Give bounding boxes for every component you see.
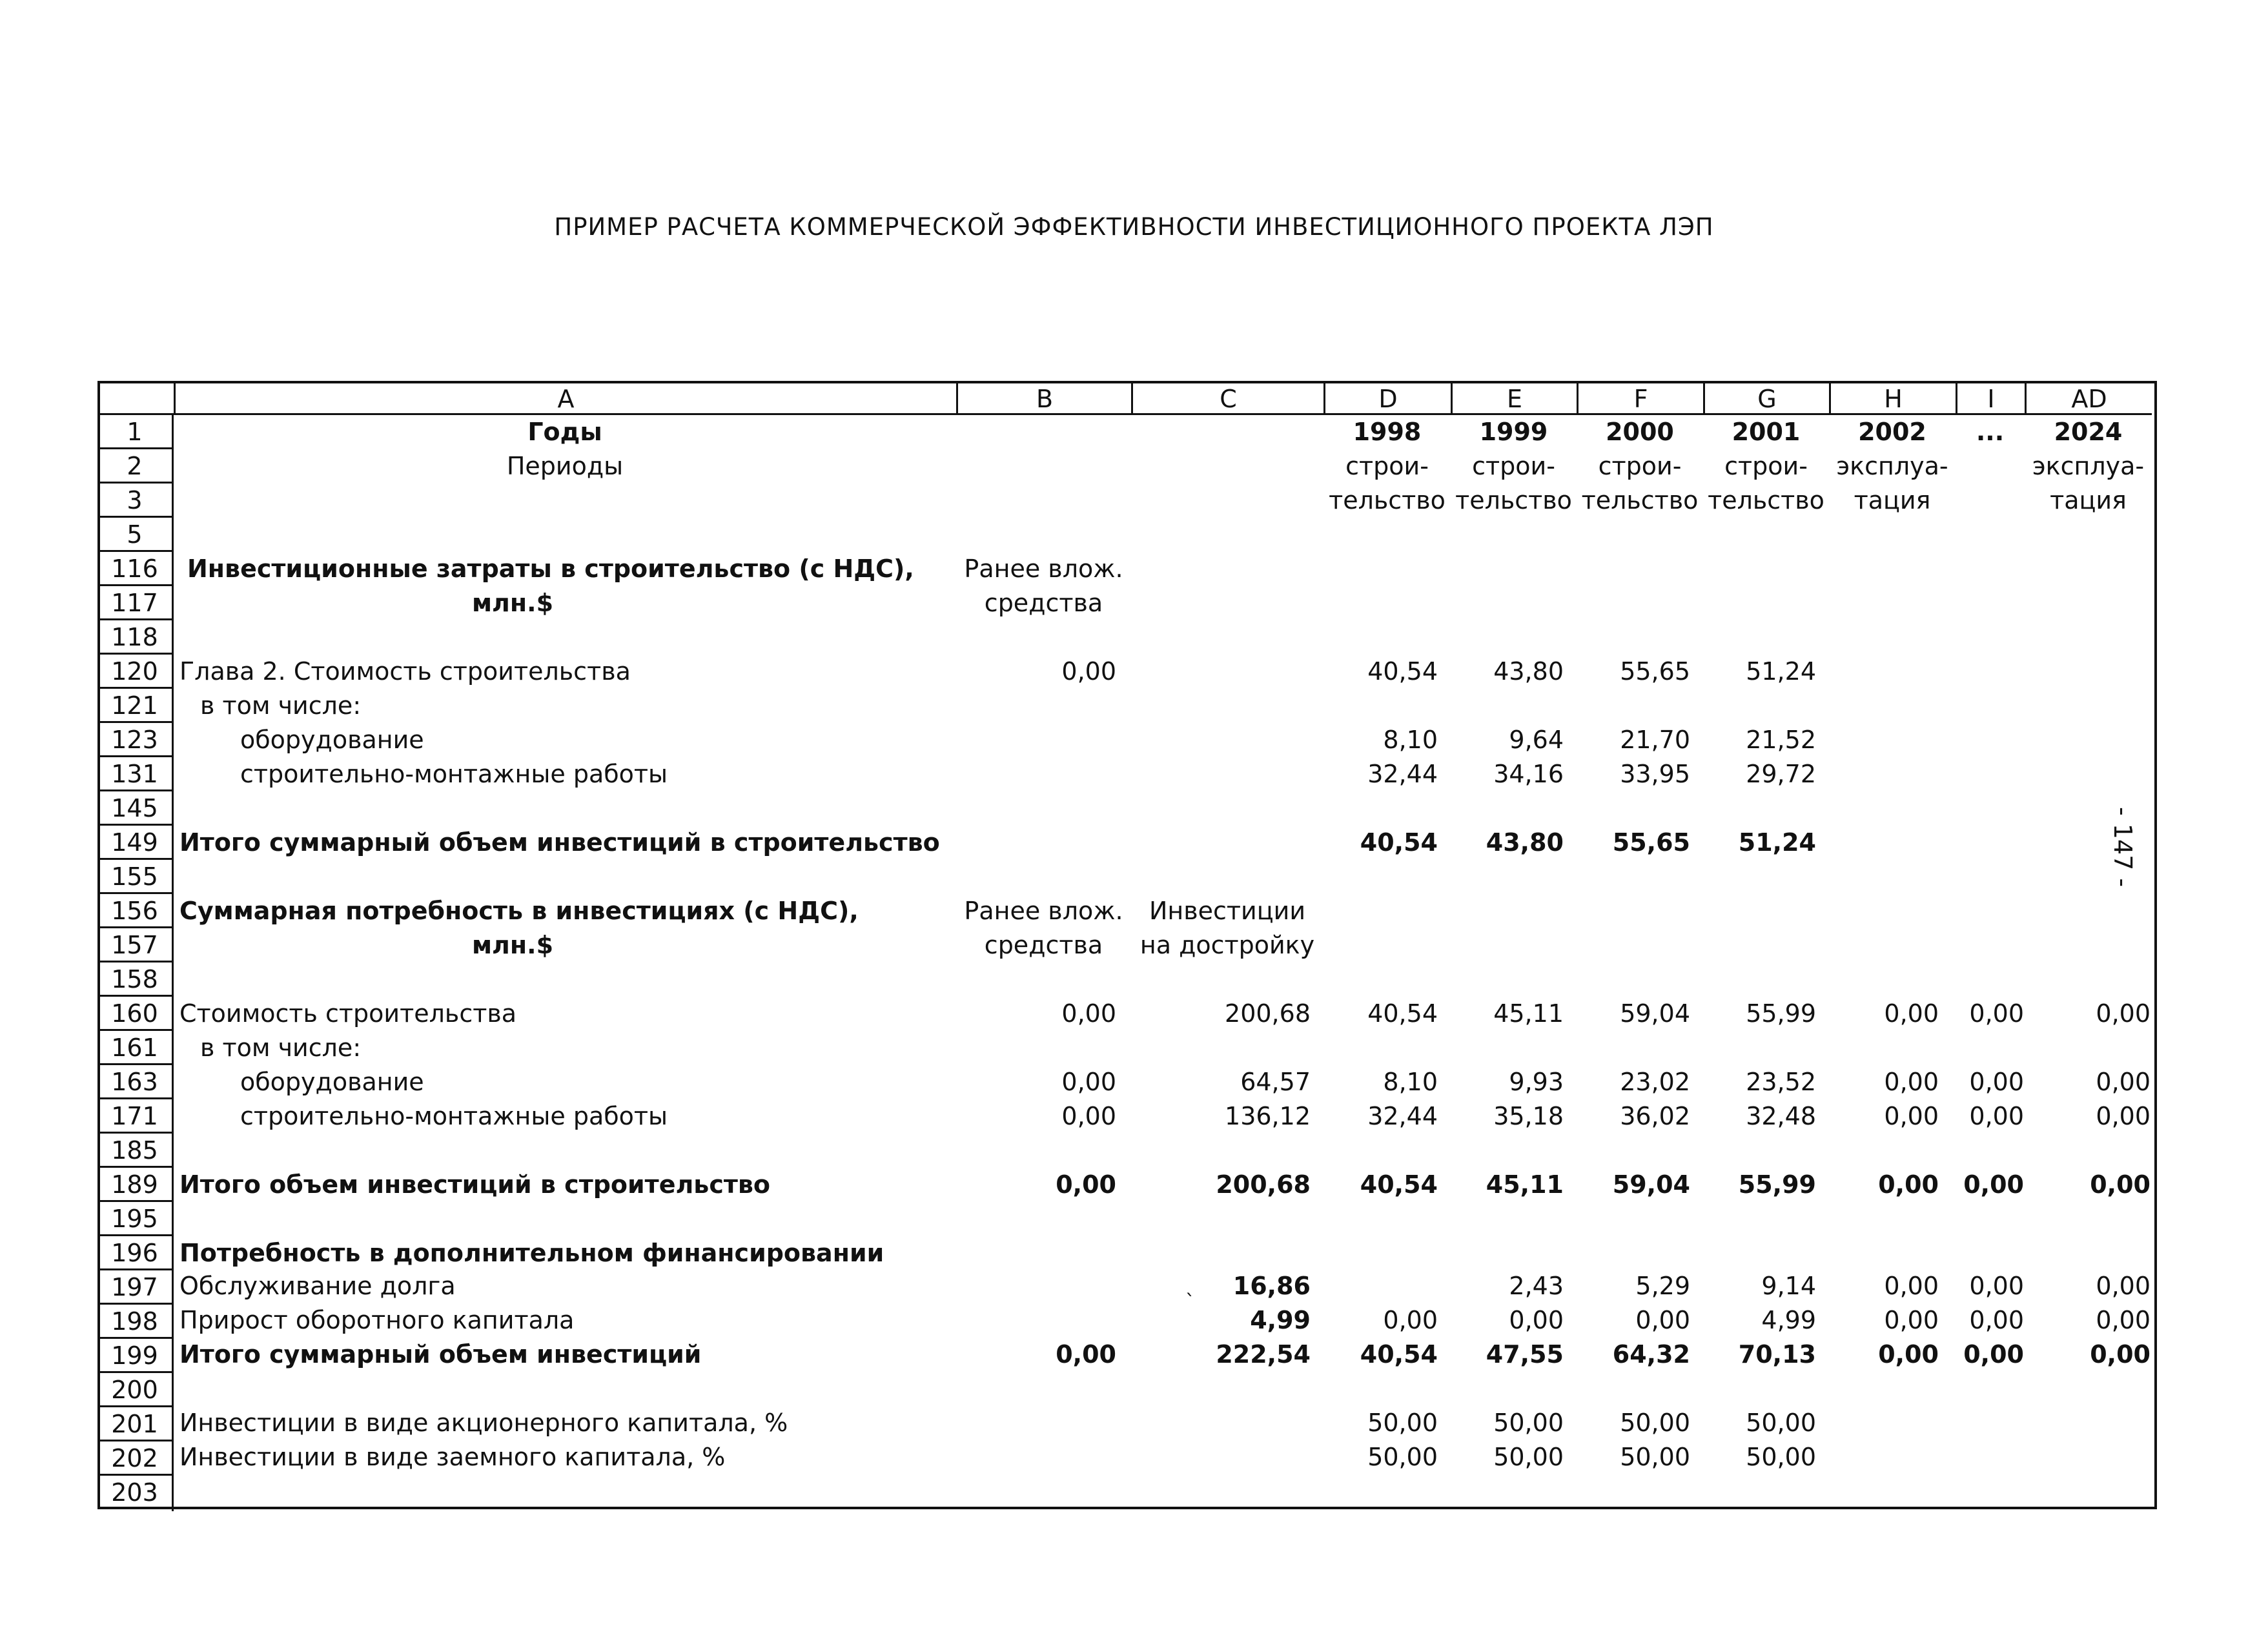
s2-total-d: 40,54: [1360, 1170, 1438, 1199]
s2-construction-f: 59,04: [1620, 999, 1690, 1028]
s2-works-label: строительно-монтажные работы: [240, 1102, 668, 1130]
s3-total-i: 0,00: [1963, 1340, 2024, 1369]
row-header: 196: [97, 1236, 174, 1270]
s1-works-e: 34,16: [1493, 760, 1564, 788]
section2-col-c-label: Инвестиции: [1149, 897, 1306, 925]
section2-col-b-label: Ранее влож.: [964, 897, 1123, 925]
row-header: 149: [97, 826, 174, 860]
s3-wc-i: 0,00: [1969, 1306, 2024, 1334]
column-header-d: D: [1323, 383, 1451, 415]
s3-wc-e: 0,00: [1509, 1306, 1564, 1334]
s3-total-e: 47,55: [1486, 1340, 1564, 1369]
page-number-text: - 147 -: [2109, 807, 2137, 888]
period-g-line1: строи-: [1724, 452, 1808, 480]
s3-wc-c: 4,99: [1250, 1306, 1311, 1334]
s4-loan-d: 50,00: [1367, 1443, 1438, 1471]
periods-label: Периоды: [506, 452, 624, 480]
row-header: 195: [97, 1202, 174, 1236]
s2-equipment-i: 0,00: [1969, 1068, 2024, 1096]
row-header: 157: [97, 928, 174, 962]
s2-works-h: 0,00: [1884, 1102, 1939, 1130]
row-header: 116: [97, 552, 174, 586]
s3-total-c: 222,54: [1216, 1340, 1311, 1369]
s2-total-i: 0,00: [1963, 1170, 2024, 1199]
row-header: 3: [97, 484, 174, 518]
row-header: 156: [97, 894, 174, 928]
period-ad-line1: эксплуа-: [2032, 452, 2145, 480]
year-d: 1998: [1353, 418, 1422, 446]
s3-total-f: 64,32: [1612, 1340, 1690, 1369]
s3-wc-label: Прирост оборотного капитала: [179, 1306, 575, 1334]
s3-wc-ad: 0,00: [2096, 1306, 2151, 1334]
s1-construction-e: 43,80: [1493, 657, 1564, 686]
s3-debt-h: 0,00: [1884, 1272, 1939, 1300]
s2-total-c: 200,68: [1216, 1170, 1311, 1199]
section2-col-c-label2: на достройку: [1139, 931, 1315, 959]
row-header: 123: [97, 723, 174, 757]
s2-construction-d: 40,54: [1367, 999, 1438, 1028]
s1-construction-label: Глава 2. Стоимость строительства: [179, 657, 631, 686]
row-header: 202: [97, 1441, 174, 1476]
s1-equipment-label: оборудование: [240, 726, 424, 754]
year-i: ...: [1976, 418, 2005, 446]
s4-equity-f: 50,00: [1620, 1409, 1690, 1437]
column-header-c: C: [1131, 383, 1323, 415]
s4-equity-label: Инвестиции в виде акционерного капитала, %: [179, 1409, 788, 1437]
section1-title: Инвестиционные затраты в строительство (с НДС),: [187, 555, 914, 583]
s3-debt-c: 16,86: [1232, 1272, 1311, 1300]
s4-equity-d: 50,00: [1367, 1409, 1438, 1437]
s1-equipment-f: 21,70: [1620, 726, 1690, 754]
s3-debt-g: 9,14: [1761, 1272, 1816, 1300]
document-title: ПРИМЕР РАСЧЕТА КОММЕРЧЕСКОЙ ЭФФЕКТИВНОСТИ ИНВЕСТИЦИОННОГО ПРОЕКТА ЛЭП: [554, 213, 1714, 241]
s1-total-g: 51,24: [1738, 828, 1816, 857]
s2-works-c: 136,12: [1225, 1102, 1311, 1130]
row-header: 197: [97, 1270, 174, 1305]
s1-equipment-d: 8,10: [1383, 726, 1438, 754]
s2-equipment-ad: 0,00: [2096, 1068, 2151, 1096]
column-header-f: F: [1577, 383, 1703, 415]
row-header: 203: [97, 1476, 174, 1511]
s3-total-b: 0,00: [1056, 1340, 1116, 1369]
s1-total-label: Итого суммарный объем инвестиций в строительство: [179, 828, 940, 857]
s4-loan-g: 50,00: [1746, 1443, 1816, 1471]
s2-works-ad: 0,00: [2096, 1102, 2151, 1130]
row-header: 2: [97, 449, 174, 484]
period-e-line1: строи-: [1472, 452, 1555, 480]
column-header-g: G: [1703, 383, 1829, 415]
period-f-line1: строи-: [1598, 452, 1682, 480]
row-header: 185: [97, 1134, 174, 1168]
s1-equipment-e: 9,64: [1509, 726, 1564, 754]
s2-works-e: 35,18: [1493, 1102, 1564, 1130]
row-header: 1: [97, 415, 174, 449]
column-header-b: B: [956, 383, 1131, 415]
column-header-h: H: [1829, 383, 1956, 415]
years-label: Годы: [527, 418, 602, 446]
s4-loan-e: 50,00: [1493, 1443, 1564, 1471]
s3-debt-e: 2,43: [1509, 1272, 1564, 1300]
section1-title-unit: млн.$: [471, 589, 554, 617]
row-header: 160: [97, 997, 174, 1031]
s1-works-d: 32,44: [1367, 760, 1438, 788]
s1-total-e: 43,80: [1486, 828, 1564, 857]
s2-total-h: 0,00: [1878, 1170, 1939, 1199]
s2-equipment-g: 23,52: [1746, 1068, 1816, 1096]
row-header: 131: [97, 757, 174, 791]
s2-works-f: 36,02: [1620, 1102, 1690, 1130]
period-h-line1: эксплуа-: [1836, 452, 1948, 480]
s3-debt-f: 5,29: [1635, 1272, 1690, 1300]
row-header: 161: [97, 1031, 174, 1065]
section3-title: Потребность в дополнительном финансировании: [179, 1239, 884, 1267]
column-header-a: A: [174, 383, 956, 415]
s2-works-g: 32,48: [1746, 1102, 1816, 1130]
s4-loan-label: Инвестиции в виде заемного капитала, %: [179, 1443, 726, 1471]
s3-total-g: 70,13: [1738, 1340, 1816, 1369]
s1-works-label: строительно-монтажные работы: [240, 760, 668, 788]
s3-wc-h: 0,00: [1884, 1306, 1939, 1334]
s1-works-f: 33,95: [1620, 760, 1690, 788]
s3-wc-f: 0,00: [1635, 1306, 1690, 1334]
s2-construction-h: 0,00: [1884, 999, 1939, 1028]
period-d-line1: строи-: [1345, 452, 1429, 480]
s2-construction-c: 200,68: [1225, 999, 1311, 1028]
period-ad-line2: тация: [2050, 486, 2127, 514]
s2-construction-b: 0,00: [1061, 999, 1116, 1028]
column-header-row: [97, 383, 2157, 415]
period-f-line2: тельство: [1581, 486, 1699, 514]
s3-wc-g: 4,99: [1761, 1306, 1816, 1334]
year-g: 2001: [1732, 418, 1801, 446]
s3-debt-label: Обслуживание долга: [179, 1272, 456, 1300]
row-header: 171: [97, 1099, 174, 1134]
year-e: 1999: [1479, 418, 1548, 446]
s2-total-b: 0,00: [1056, 1170, 1116, 1199]
s2-equipment-d: 8,10: [1383, 1068, 1438, 1096]
s2-equipment-label: оборудование: [240, 1068, 424, 1096]
row-header: 200: [97, 1373, 174, 1407]
s2-total-ad: 0,00: [2090, 1170, 2151, 1199]
s2-equipment-c: 64,57: [1240, 1068, 1311, 1096]
s2-equipment-b: 0,00: [1061, 1068, 1116, 1096]
s2-construction-label: Стоимость строительства: [179, 999, 517, 1028]
row-header: 201: [97, 1407, 174, 1441]
s2-including-label: в том числе:: [200, 1034, 362, 1062]
row-header: 117: [97, 586, 174, 620]
row-header: 155: [97, 860, 174, 894]
s1-including-label: в том числе:: [200, 691, 362, 720]
row-header: 189: [97, 1168, 174, 1202]
column-header-i: I: [1956, 383, 2025, 415]
s3-total-h: 0,00: [1878, 1340, 1939, 1369]
row-header: 163: [97, 1065, 174, 1099]
section2-title: Суммарная потребность в инвестициях (с НДС),: [179, 897, 859, 925]
s3-debt-ad: 0,00: [2096, 1272, 2151, 1300]
s3-total-label: Итого суммарный объем инвестиций: [179, 1340, 702, 1369]
s2-construction-g: 55,99: [1746, 999, 1816, 1028]
s2-works-d: 32,44: [1367, 1102, 1438, 1130]
s2-equipment-e: 9,93: [1509, 1068, 1564, 1096]
column-header-corner: [97, 383, 174, 415]
period-g-line2: тельство: [1708, 486, 1824, 514]
row-header: 198: [97, 1305, 174, 1339]
s1-construction-d: 40,54: [1367, 657, 1438, 686]
s1-works-g: 29,72: [1746, 760, 1816, 788]
s3-total-ad: 0,00: [2090, 1340, 2151, 1369]
section1-col-b-label: Ранее влож.: [964, 555, 1123, 583]
page-number: [2109, 768, 2195, 888]
s3-total-d: 40,54: [1360, 1340, 1438, 1369]
column-header-e: E: [1451, 383, 1577, 415]
s2-construction-e: 45,11: [1493, 999, 1564, 1028]
s3-stray-mark: ˎ: [1185, 1274, 1195, 1297]
section2-col-b-label2: средства: [984, 931, 1103, 959]
section1-col-b-label2: средства: [984, 589, 1103, 617]
row-header: 121: [97, 689, 174, 723]
s2-works-i: 0,00: [1969, 1102, 2024, 1130]
s2-total-e: 45,11: [1486, 1170, 1564, 1199]
s2-equipment-f: 23,02: [1620, 1068, 1690, 1096]
s1-total-d: 40,54: [1360, 828, 1438, 857]
s4-loan-f: 50,00: [1620, 1443, 1690, 1471]
row-header: 145: [97, 791, 174, 826]
row-header: 5: [97, 518, 174, 552]
s2-total-g: 55,99: [1738, 1170, 1816, 1199]
s1-equipment-g: 21,52: [1746, 726, 1816, 754]
s1-total-f: 55,65: [1612, 828, 1690, 857]
row-header: 118: [97, 620, 174, 655]
s1-construction-b: 0,00: [1061, 657, 1116, 686]
column-header-ad: AD: [2025, 383, 2152, 415]
s2-total-f: 59,04: [1612, 1170, 1690, 1199]
s2-equipment-h: 0,00: [1884, 1068, 1939, 1096]
row-header: 199: [97, 1339, 174, 1373]
period-d-line2: тельство: [1329, 486, 1446, 514]
s2-total-label: Итого объем инвестиций в строительство: [179, 1170, 771, 1199]
s2-construction-ad: 0,00: [2096, 999, 2151, 1028]
year-f: 2000: [1606, 418, 1674, 446]
s3-wc-d: 0,00: [1383, 1306, 1438, 1334]
s2-works-b: 0,00: [1061, 1102, 1116, 1130]
s1-construction-f: 55,65: [1620, 657, 1690, 686]
section2-title-unit: млн.$: [471, 931, 554, 959]
row-header: 158: [97, 962, 174, 997]
year-ad: 2024: [2054, 418, 2123, 446]
s2-construction-i: 0,00: [1969, 999, 2024, 1028]
period-h-line2: тация: [1854, 486, 1931, 514]
year-h: 2002: [1858, 418, 1926, 446]
s4-equity-g: 50,00: [1746, 1409, 1816, 1437]
s3-debt-i: 0,00: [1969, 1272, 2024, 1300]
row-header: 120: [97, 655, 174, 689]
s1-construction-g: 51,24: [1746, 657, 1816, 686]
period-e-line2: тельство: [1455, 486, 1572, 514]
s4-equity-e: 50,00: [1493, 1409, 1564, 1437]
